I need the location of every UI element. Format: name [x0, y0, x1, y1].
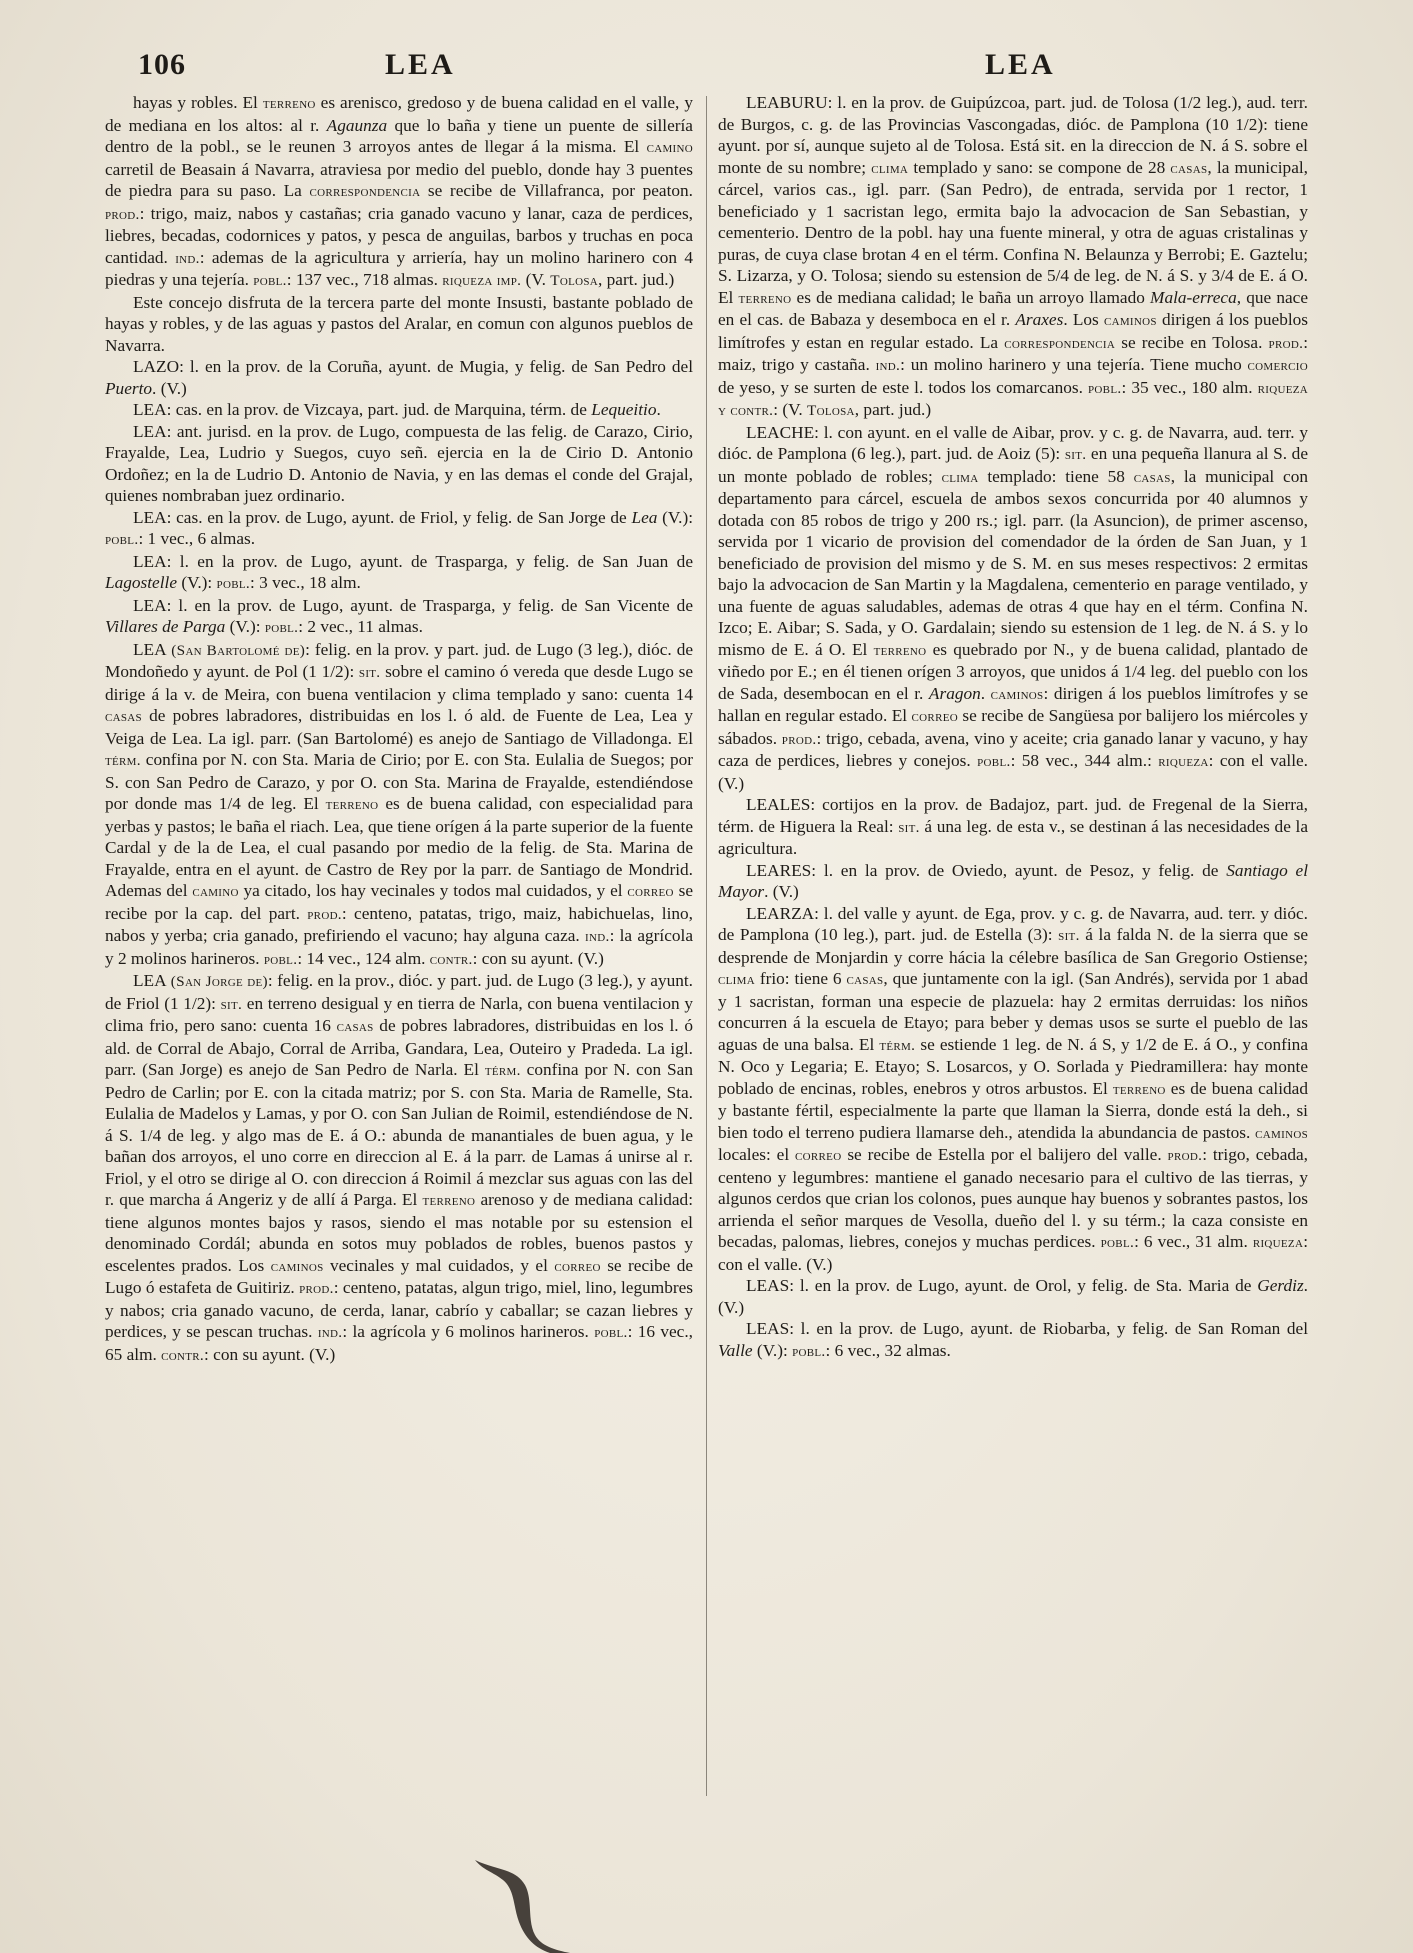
- entry-text: : centeno, patatas, trigo, maiz, habichuelas, lino, nabos y yerba; cria ganado, prefiriendo el vacuno; hay alguna caza.: [105, 903, 693, 945]
- entry-text: ya citado, los hay vecinales y todos mal cuidados, y el: [238, 881, 628, 900]
- entry-text: es quebrado por N., y de buena calidad, plantado de viñedo por E.; en él tienen orígen 3 arroyos, que unidos á 1/4 leg. del pueblo con los de Sada, desembocan en el r.: [718, 639, 1308, 703]
- entry-text: : l. del valle y ayunt. de Ega, prov. y c. g. de Navarra, aud. terr. y dióc. de Pamplona (10 leg.), part. jud. de Estella (3):: [718, 903, 1308, 944]
- entry-text: Lea: [631, 507, 658, 527]
- entry-text: : 2 vec., 11 almas.: [298, 617, 423, 636]
- entry-headword: LEA: [133, 551, 167, 571]
- entry-text: clima: [941, 468, 979, 486]
- entry-text: : 16 vec., 65 alm.: [105, 1322, 693, 1364]
- right-column: [718, 92, 1308, 1852]
- entry-text: , la municipal con departamento para cárcel, escuela de ambos sexos concurrida por 40 alumnos y dotada con 85 robos de trigo y 200 rs.; igl. parr. (la Asuncion), de primer ascenso, servida por 1 vicario de provision del comendador de la órden de San Juan, y 1 beneficiado de provision del mismo y de S. M. en sus meses respectivos: 2 ermitas bajo la advocacion de San Martin y la Magdalena, cementerio en parage ventilado, y una fuente de aguas saludables, ademas de otras 4 que hay en el térm. Confina N. Izco; E. Aibar; S. Sada, y O. Gardalain; siendo su estension de 1 leg. de N. á S. y lo mismo de E. á O. El: [718, 466, 1308, 659]
- entry-text: se recibe de Sangüesa por balijero los miércoles y sábados.: [718, 706, 1308, 748]
- entry-text: hayas y robles. El: [133, 93, 263, 112]
- entry-text: Santiago el Mayor: [718, 860, 1308, 901]
- entry-text: : cortijos en la prov. de Badajoz, part. jud. de Fregenal de la Sierra, térm. de Higuera la Real:: [718, 795, 1308, 836]
- entry-text: clima: [871, 159, 909, 177]
- entry-text: : l. en la prov. de Lugo, ayunt. de Trasparga, y felig. de San Vicente de: [166, 595, 693, 615]
- entry-text: á una leg. de esta v., se destinan á las necesidades de la agricultura.: [718, 816, 1308, 858]
- entry-text: : l. con ayunt. en el valle de Aibar, prov. y c. g. de Navarra, aud. terr. y dióc. de Pamplona (6 leg.), part. jud. de Aoiz (5):: [718, 422, 1308, 463]
- entry-text: Agaunza: [326, 115, 388, 135]
- entry-text: . (V.): [764, 882, 799, 901]
- entry-text: correspondencia: [309, 183, 421, 200]
- entry-text: sit.: [220, 995, 243, 1013]
- entry-text: Araxes: [1015, 310, 1064, 329]
- entry-text: carretil de Beasain á Navarra, atraviesa por medio del pueblo, donde hay 3 puentes de piedra para su paso. La: [105, 159, 693, 200]
- entry-text: Tolosa: [807, 402, 855, 419]
- entry-headword: LEARZA: [746, 903, 815, 923]
- entry-text: : trigo, cebada, avena, vino y aceite; cria ganado lanar y vacuno, y hay caza de perdices, liebres y conejos.: [718, 728, 1308, 770]
- left-column: [105, 92, 693, 1852]
- dictionary-entry: [718, 422, 1308, 795]
- entry-text: : con el valle. (V.): [718, 751, 1308, 793]
- entry-text: : la agrícola y 6 molinos harineros.: [342, 1322, 595, 1341]
- entry-text: : con el valle. (V.): [718, 1232, 1308, 1274]
- entry-text: pobl.: [253, 272, 287, 289]
- entry-text: caminos: [990, 685, 1044, 703]
- entry-text: ind.: [175, 249, 200, 267]
- entry-text: (San Bartolomé de): [166, 641, 306, 659]
- entry-text: prod.: [1268, 334, 1304, 352]
- entry-text: (San Jorge de): [166, 973, 268, 990]
- entry-text: se recibe de Lugo ó estafeta de Guitiriz.: [105, 1255, 693, 1297]
- entry-headword: LEAS: [746, 1276, 790, 1295]
- entry-text: vecinales y mal cuidados, y el: [323, 1255, 555, 1275]
- dictionary-entry: [105, 399, 693, 421]
- entry-text: , la municipal, cárcel, varios cas., igl. parr. (San Pedro), de entrada, servida por 1 rector, 1 beneficiado y 1 sacristan lego, ermita bajo la advocacion de San Sebastian, y cementerio. Dentro de la pobl. hay una fuente mineral, y otra de aguas cristalinas y puras, de cuya clase brotan 4 en el térm. Confina N. Belaunza y Berrobi; E. Gaztelu; S. Lizarza, y O. Tolosa; siendo su estension de 5/4 de leg. de N. á S. y 3/4 de E. á O. El: [718, 157, 1308, 307]
- entry-text: : felig. en la prov. y part. jud. de Lugo (3 leg.), dióc. de Mondoñedo y ayunt. de Pol (1 1/2):: [105, 639, 693, 681]
- entry-text: : ant. jurisd. en la prov. de Lugo, compuesta de las felig. de Carazo, Cirio, Frayalde, Lea, Ludrio y Suegos, cuyo señ. ejercia en la de Cirio D. Antonio Ordoñez; en la de Ludrio D. Antonio de Navia, y en las demas el conde del Grajal, quienes nombraban juez ordinario.: [105, 421, 693, 505]
- entry-text: térm.: [879, 1036, 916, 1054]
- entry-text: : 1 vec., 6 almas.: [138, 529, 256, 548]
- entry-text: pobl.: [264, 619, 299, 636]
- entry-text: se recibe en Tolosa.: [1115, 332, 1269, 352]
- entry-text: (V.: [521, 270, 551, 289]
- entry-text: Este concejo disfruta de la tercera parte del monte Insusti, bastante poblado de hayas y robles, y de las aguas y pastos del Aralar, en comun con algunos pueblos de Navarra.: [105, 292, 693, 355]
- dictionary-entry: [105, 292, 693, 357]
- entry-text: dirigen á los pueblos limítrofes y estan en regular estado. La: [718, 310, 1308, 352]
- entry-text: : l. en la prov. de la Coruña, ayunt. de Mugia, y felig. de San Pedro del: [179, 357, 693, 376]
- entry-text: Villares de Parga: [105, 617, 226, 636]
- dictionary-entry: [718, 1318, 1308, 1362]
- entry-text: correo: [627, 883, 674, 900]
- entry-text: . (V.): [718, 1276, 1308, 1317]
- entry-headword: LEA: [133, 421, 167, 441]
- entry-text: : ademas de la agricultura y arriería, hay un molino harinero con 4 piedras y una tejería.: [105, 247, 693, 289]
- entry-headword: LEARES: [746, 860, 812, 880]
- entry-text: riqueza y contr.: [718, 379, 1308, 419]
- entry-text: prod.: [781, 730, 817, 748]
- entry-headword: LEA: [133, 639, 167, 659]
- entry-text: confina por N. con San Pedro de Carlin; por E. con la citada matriz; por S. con Sta. Maria de Ramelle, Sta. Eulalia de Madelos y Lamas, y por O. con San Julian de Roimil, estendiéndose de N. á S. 1/4 de leg. y algo mas de E. á O.: abunda de manantiales de buen agua, y le bañan dos arroyos, el uno corre en direccion al E. á la parr. de Lamas á unirse al r. Friol, y el otro se dirige al O. con direccion á Roimil á mezclar sus aguas con las del r. que marcha á Angeriz y de allí á Parga. El: [105, 1060, 693, 1209]
- entry-text: en terreno desigual y en tierra de Narla, con buena ventilacion y clima frio, pero sano: cuenta 16: [105, 993, 693, 1035]
- dictionary-entry: [105, 639, 693, 971]
- entry-text: de pobres labradores, distribuidas en los l. ó ald. de Fuente de Lea, Lea y Veiga de Lea. La igl. parr. (San Bartolomé) es anejo de Santiago de Villadonga. El: [105, 706, 693, 748]
- entry-text: es arenisco, gredoso y de buena calidad en el valle, y de mediana en los altos: al r.: [105, 93, 693, 135]
- entry-text: prod.: [299, 1280, 334, 1297]
- dictionary-entry: [105, 356, 693, 399]
- entry-text: riqueza: [1158, 753, 1209, 770]
- entry-text: : trigo, cebada, centeno y legumbres: mantiene el ganado necesario para el cultivo de las tierras, y algunos cerdos que crian los colonos, pues aunque hay buenos y sobrantes pastos, los arrienda el señor marques de Vesolla, dueño del l. y su térm.; la caza consiste en becadas, palomas, liebres, conejos y muchas perdices.: [718, 1145, 1308, 1251]
- entry-headword: LAZO: [133, 357, 180, 376]
- entry-headword: LEA: [133, 400, 167, 419]
- entry-text: : 58 vec., 344 alm.:: [1010, 751, 1159, 770]
- dictionary-entry: [718, 860, 1308, 903]
- entry-text: riqueza: [1252, 1234, 1304, 1251]
- entry-text: es de buena calidad y bastante fértil, especialmente la parte que llaman la Sierra, donde está la deh., si bien todo el terreno pudiera llamarse deh., atendida la abundancia de pastos.: [718, 1078, 1308, 1142]
- entry-text: casas: [336, 1018, 374, 1035]
- entry-headword: LEA: [133, 507, 167, 527]
- entry-text: térm.: [484, 1062, 521, 1079]
- entry-text: Lequeitio: [591, 400, 657, 419]
- entry-headword: LEA: [133, 971, 167, 990]
- entry-text: casas: [1170, 159, 1208, 177]
- entry-text: terreno: [738, 289, 792, 307]
- entry-text: contr.: [161, 1346, 205, 1364]
- entry-text: : con su ayunt. (V.): [204, 1344, 336, 1364]
- entry-text: sit.: [898, 818, 920, 836]
- entry-text: : trigo, maiz, nabos y castañas; cria ganado vacuno y lanar, caza de perdices, liebres, becadas, codornices y patos, y pesca de anguilas, barbos y truchas en poca cantidad.: [105, 203, 693, 267]
- entry-text: : 6 vec., 32 almas.: [825, 1340, 951, 1360]
- entry-text: Tolosa: [550, 272, 598, 289]
- entry-text: ind.: [585, 928, 610, 945]
- entry-text: : un molino harinero y una tejería. Tiene mucho: [900, 355, 1248, 374]
- entry-text: locales: el: [718, 1145, 796, 1164]
- dictionary-entry: [105, 507, 693, 551]
- entry-text: camino: [192, 883, 239, 900]
- entry-text: frio: tiene 6: [754, 969, 847, 988]
- entry-text: correspondencia: [1004, 334, 1116, 352]
- entry-text: contr.: [429, 950, 473, 968]
- entry-text: : (V.: [773, 400, 808, 419]
- entry-text: terreno: [262, 95, 316, 112]
- entry-text: , que nace en el cas. de Babaza y desemboca en el r.: [718, 287, 1308, 329]
- entry-text: se estiende 1 leg. de N. á S, y 1/2 de E. á O., y confina N. Oco y Legaria; E. Etayo; S. Losarcos, y O. Sorlada y Piedramillera: hay monte poblado de encinas, robles, enebros y otros arbustos. El: [718, 1034, 1308, 1098]
- entry-text: terreno: [1112, 1080, 1166, 1098]
- entry-text: comercio: [1247, 357, 1308, 374]
- entry-text: prod.: [307, 905, 342, 923]
- entry-text: pobl.: [1100, 1234, 1135, 1251]
- entry-text: sobre el camino ó vereda que desde Lugo se dirige á la v. de Meira, con buena ventilacion y clima templado y sano: cuenta 14: [105, 662, 693, 704]
- entry-text: en una pequeña llanura al S. de un monte poblado de robles;: [718, 444, 1308, 486]
- entry-text: sit.: [1058, 927, 1080, 944]
- entry-headword: LEABURU: [746, 93, 828, 112]
- entry-text: riqueza imp.: [442, 272, 522, 289]
- entry-text: caminos: [1103, 312, 1157, 329]
- entry-text: : centeno, patatas, algun trigo, miel, lino, legumbres y nabos; cria ganado vacuno, de cerda, lanar, cabrío y caballar; se cazan liebres y perdices, y se pescan truchas.: [105, 1278, 693, 1341]
- dictionary-entry: [718, 92, 1308, 422]
- entry-text: pobl.: [792, 1342, 826, 1360]
- column-divider: [706, 96, 707, 1796]
- entry-text: , part. jud.): [598, 270, 675, 289]
- entry-text: confina por N. con Sta. Maria de Cirio; por E. con Sta. Eulalia de Suegos; por S. con San Pedro de Carazo, y por O. con Sta. Marina de Frayalde, estendiéndose por donde mas 1/4 de leg. El: [105, 750, 693, 813]
- dictionary-entry: [718, 1275, 1308, 1318]
- page-number: 106: [138, 48, 186, 81]
- entry-text: : l. en la prov. de Guipúzcoa, part. jud. de Tolosa (1/2 leg.), aud. terr. de Burgos, c. g. de las Provincias Vascongadas, dióc. de Pamplona (10 1/2): tiene ayunt. por sí, aunque sujeto al de Tolosa. Está sit. en la direccion de N. á S. sobre el monte de su nombre;: [718, 93, 1308, 177]
- entry-text: casas: [1133, 468, 1171, 486]
- entry-text: : 6 vec., 31 alm.: [1134, 1232, 1253, 1251]
- entry-text: correo: [795, 1147, 842, 1164]
- entry-text: (V.):: [177, 573, 217, 592]
- entry-text: templado: tiene 58: [978, 466, 1134, 486]
- entry-text: pobl.: [594, 1324, 628, 1341]
- entry-text: á la falda N. de la sierra que se desprende de Monjardin y corre hácia la célebre basílica de San Gregorio Ostiense;: [718, 925, 1308, 967]
- entry-text: : maiz, trigo y castaña.: [718, 332, 1308, 374]
- entry-text: se recibe por la cap. del part.: [105, 881, 693, 923]
- entry-text: : la agrícola y 2 molinos harineros.: [105, 926, 693, 968]
- entry-text: sit.: [1064, 446, 1087, 463]
- entry-text: clima: [718, 971, 755, 988]
- entry-text: se recibe de Villafranca, por peaton.: [420, 181, 693, 200]
- entry-text: Aragon: [928, 683, 981, 703]
- entry-text: de pobres labradores, distribuidas en los l. ó ald. de Corral de Abajo, Corral de Arriba, Gandara, Lea, Outeiro y Pradeda. La igl. parr. (San Jorge) es anejo de San Pedro de Narla. El: [105, 1016, 693, 1079]
- entry-text: de yeso, y se surten de este l. todos los comarcanos.: [718, 377, 1089, 397]
- entry-text: (V.):: [225, 617, 265, 636]
- entry-text: : cas. en la prov. de Lugo, ayunt. de Friol, y felig. de San Jorge de: [166, 507, 632, 527]
- entry-text: , part. jud.): [854, 400, 932, 419]
- entry-text: pobl.: [216, 575, 250, 592]
- running-head-right: LEA: [985, 48, 1056, 81]
- entry-text: pobl.: [1088, 379, 1122, 397]
- entry-text: ind.: [317, 1324, 343, 1341]
- entry-text: : 14 vec., 124 alm.: [297, 948, 430, 968]
- dictionary-entry: [105, 421, 693, 507]
- entry-headword: LEACHE: [746, 422, 815, 442]
- entry-text: .: [656, 400, 661, 419]
- entry-headword: LEA: [133, 595, 167, 615]
- running-head-left: LEA: [385, 48, 456, 81]
- entry-text: prod.: [105, 205, 140, 223]
- dictionary-entry: [718, 794, 1308, 860]
- entry-text: correo: [554, 1257, 601, 1275]
- entry-text: . (V.): [152, 378, 187, 398]
- entry-text: terreno: [325, 796, 379, 813]
- entry-text: correo: [911, 708, 958, 725]
- entry-text: : l. en la prov. de Lugo, ayunt. de Riobarba, y felig. de San Roman del: [789, 1319, 1308, 1338]
- entry-text: caminos: [270, 1257, 324, 1275]
- ink-blot-mark: [455, 1860, 615, 1953]
- entry-text: terreno: [422, 1192, 476, 1209]
- entry-text: que lo baña y tiene un puente de sillería dentro de la pobl., se le reunen 3 arroyos antes de llegar á la misma. El: [105, 115, 693, 156]
- entry-text: : l. en la prov. de Oviedo, ayunt. de Pesoz, y felig. de: [811, 860, 1227, 880]
- entry-text: Valle: [718, 1340, 753, 1360]
- entry-text: camino: [646, 139, 693, 156]
- entry-text: : l. en la prov. de Lugo, ayunt. de Trasparga, y felig. de San Juan de: [166, 551, 693, 571]
- entry-text: : l. en la prov. de Lugo, ayunt. de Orol, y felig. de Sta. Maria de: [789, 1276, 1258, 1295]
- dictionary-entry: [718, 903, 1308, 1276]
- entry-text: : con su ayunt. (V.): [472, 948, 604, 968]
- entry-text: : 3 vec., 18 alm.: [249, 573, 361, 592]
- entry-text: Puerto: [105, 378, 153, 398]
- entry-text: arenoso y de mediana calidad: tiene algunos montes bajos y rasos, siendo el mas notable por su estension el denominado Cordál; abunda en sotos muy poblados de robles, buenos pastos y escelentes prados. Los: [105, 1190, 693, 1275]
- entry-text: : felig. en la prov., dióc. y part. jud. de Lugo (3 leg.), y ayunt. de Friol (1 1/2):: [105, 971, 693, 1013]
- entry-text: prod.: [1167, 1147, 1203, 1164]
- dictionary-entry: [105, 551, 693, 595]
- entry-text: : dirigen á los pueblos limítrofes y se hallan en regular estado. El: [718, 683, 1308, 725]
- entry-text: , que juntamente con la igl. (San Andrés), servida por 1 abad y 1 sacristan, forman una especie de plazuela: hay 2 ermitas derruidas: los niños concurren á la escuela de Etayo; para beber y demas usos se surte el pueblo de las aguas de una balsa. El: [718, 969, 1308, 1054]
- entry-text: pobl.: [105, 531, 139, 548]
- entry-text: : 137 vec., 718 almas.: [286, 270, 443, 289]
- entry-text: sit.: [358, 664, 381, 681]
- entry-text: : cas. en la prov. de Vizcaya, part. jud. de Marquina, térm. de: [166, 400, 592, 419]
- entry-text: casas: [846, 971, 884, 988]
- entry-text: caminos: [1255, 1124, 1308, 1142]
- entry-text: es de mediana calidad; le baña un arroyo llamado: [791, 287, 1151, 307]
- entry-text: templado y sano: se compone de 28: [908, 157, 1171, 177]
- entry-text: (V.):: [752, 1340, 793, 1360]
- entry-text: terreno: [873, 641, 927, 659]
- entry-text: Lagostelle: [105, 573, 178, 592]
- entry-text: casas: [105, 708, 142, 725]
- dictionary-entry: [105, 595, 693, 639]
- entry-text: se recibe de Estella por el balijero del valle.: [841, 1145, 1168, 1164]
- entry-text: es de buena calidad, con especialidad para yerbas y pastos; le baña el riach. Lea, que tiene orígen á la parte superior de la fuente Cardal y de la de Lea, el cual pasando por medio de la felig. de Sta. Marina de Frayalde, entra en el ayunt. de Castro de Rey por la parr. de Santiago de Mondrid. Ademas del: [105, 794, 693, 900]
- entry-headword: LEALES: [746, 795, 811, 814]
- entry-text: Mala-erreca: [1150, 287, 1237, 307]
- entry-text: térm.: [105, 752, 141, 769]
- entry-text: Gerdiz: [1257, 1276, 1304, 1295]
- entry-text: .: [980, 683, 991, 703]
- dictionary-entry: [105, 92, 693, 292]
- entry-text: pobl.: [263, 950, 298, 968]
- entry-text: pobl.: [977, 753, 1011, 770]
- dictionary-entry: [105, 970, 693, 1366]
- entry-text: (V.):: [657, 507, 693, 527]
- entry-text: . Los: [1063, 310, 1104, 329]
- entry-text: ind.: [875, 357, 901, 374]
- entry-headword: LEAS: [746, 1319, 790, 1338]
- entry-text: : 35 vec., 180 alm.: [1121, 377, 1258, 397]
